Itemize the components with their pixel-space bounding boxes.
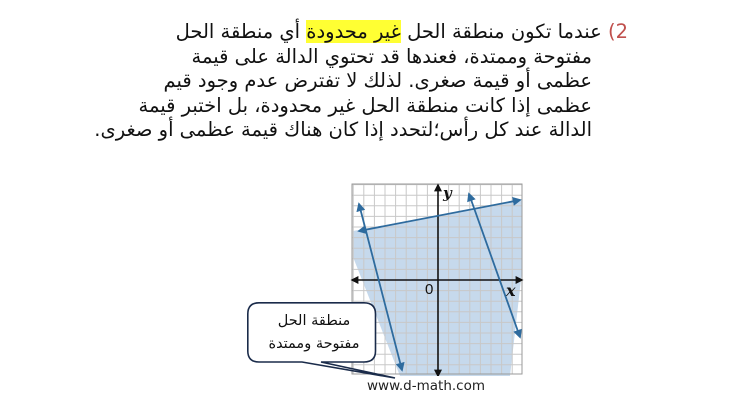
paragraph-line-4: عظمى إذا كانت منطقة الحل غير محدودة، بل اختبر قيمة (138, 93, 592, 117)
source-credit: www.d-math.com (367, 378, 486, 394)
y-axis-label: y (443, 184, 452, 202)
callout-text (252, 310, 376, 356)
paragraph (56, 20, 628, 143)
paragraph-line-1 (56, 20, 628, 45)
highlighted-phrase: غير محدودة (306, 20, 401, 43)
paragraph-line-5: الدالة عند كل رأس؛لتحدد إذا كان هناك قيمة عظمى أو صغرى. (94, 118, 592, 142)
x-axis-label: x (506, 281, 516, 300)
origin-label: 0 (425, 281, 434, 298)
item-number: 2) (607, 20, 628, 43)
line-1-end: أي منطقة الحل (175, 20, 307, 43)
callout-line-2: مفتوحة وممتدة (268, 336, 360, 352)
paragraph-line-3: عظمى أو قيمة صغرى. لذلك لا تفترض عدم وجود قيم (163, 69, 592, 93)
callout-line-1: منطقة الحل (277, 313, 351, 329)
paragraph-line-2: مفتوحة وممتدة، فعندها قد تحتوي الدالة على قيمة (191, 44, 592, 68)
line-1-start: عندما تكون منطقة الحل (400, 20, 602, 43)
